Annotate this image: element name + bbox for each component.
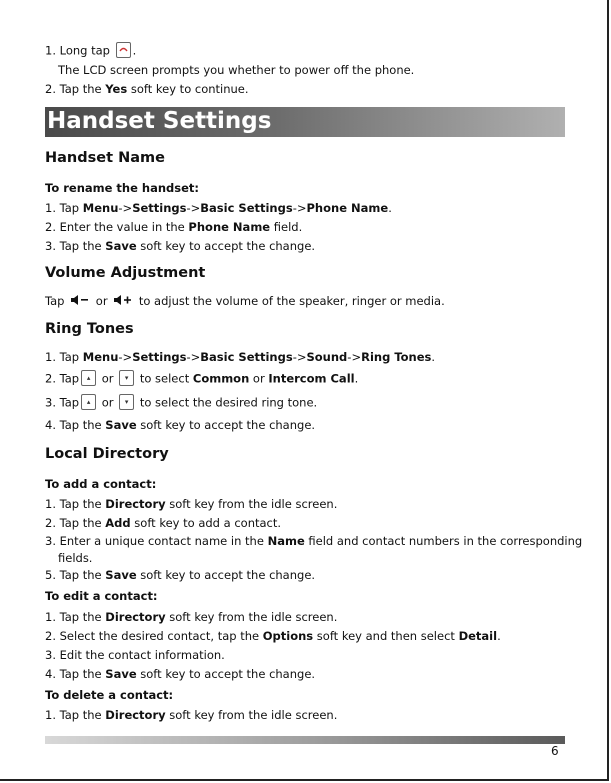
nav-down-key-icon: ▾ (119, 370, 134, 386)
step-text: 2. Tap the (45, 516, 106, 530)
menu-path: Sound (306, 350, 348, 364)
handset-name-heading: Handset Name (45, 150, 165, 166)
menu-path: Basic Settings (200, 201, 293, 215)
yes-softkey-label: Yes (105, 82, 128, 96)
directory-softkey-label: Directory (105, 708, 166, 722)
edit-contact-subheading: To edit a contact: (45, 589, 158, 603)
ring-step-1 (45, 350, 435, 364)
rename-step-1 (45, 201, 392, 215)
path-separator: -> (118, 201, 133, 215)
step-text: to select (136, 371, 193, 386)
path-separator: -> (186, 350, 201, 364)
rename-step-3 (45, 239, 315, 253)
path-separator: -> (186, 201, 201, 215)
option-name: Intercom Call (268, 371, 355, 386)
step-text: 1. Tap (45, 350, 83, 364)
step-text: field. (270, 220, 303, 234)
volume-heading: Volume Adjustment (45, 265, 206, 281)
volume-up-icon (114, 294, 132, 308)
step-text: soft key to accept the change. (136, 239, 316, 253)
options-softkey-label: Options (262, 629, 314, 643)
power-key-icon (116, 42, 131, 58)
step-text: soft key to accept the change. (136, 568, 316, 582)
step-text: to adjust the volume of the speaker, ringer or media. (135, 294, 445, 308)
delete-contact-subheading: To delete a contact: (45, 688, 174, 702)
directory-softkey-label: Directory (105, 610, 166, 624)
edit-step-3: 3. Edit the contact information. (45, 648, 225, 662)
step-text: soft key from the idle screen. (165, 708, 338, 722)
step-text: 1. Long tap (45, 43, 110, 58)
page-number: 6 (551, 744, 559, 758)
volume-down-icon (71, 294, 89, 308)
step-text: or (92, 294, 112, 308)
step-text: 5. Tap the (45, 568, 106, 582)
detail-option-label: Detail (458, 629, 498, 643)
step-text: 2. Select the desired contact, tap the (45, 629, 263, 643)
step-text: . (388, 201, 392, 215)
menu-path: Settings (132, 350, 187, 364)
ring-tones-heading: Ring Tones (45, 321, 134, 337)
step-text: to select the desired ring tone. (136, 395, 318, 410)
step-text: 1. Tap the (45, 497, 106, 511)
local-directory-heading: Local Directory (45, 446, 169, 462)
step-text: field and contact numbers in the corresponding (304, 534, 583, 548)
step-text: soft key to accept the change. (136, 418, 316, 432)
step-text: Tap (45, 294, 69, 308)
delete-step-1 (45, 708, 337, 722)
directory-softkey-label: Directory (105, 497, 166, 511)
step-text: 1. Tap (45, 201, 83, 215)
menu-path: Ring Tones (361, 350, 432, 364)
power-off-note: The LCD screen prompts you whether to power off the phone. (58, 63, 415, 77)
nav-down-key-icon: ▾ (119, 394, 134, 410)
menu-path: Menu (82, 350, 119, 364)
step-text: 2. Tap the (45, 82, 106, 96)
rename-step-2 (45, 220, 302, 234)
step-text: 3. Tap (45, 395, 80, 410)
step-text: soft key to add a contact. (130, 516, 282, 530)
add-step-5 (45, 568, 315, 582)
field-name: Name (267, 534, 305, 548)
step-text: 1. Tap the (45, 708, 106, 722)
step-text: 3. Tap the (45, 239, 106, 253)
menu-path: Settings (132, 201, 187, 215)
save-softkey-label: Save (105, 568, 137, 582)
step-text: 4. Tap the (45, 418, 106, 432)
step-text: soft key and then select (313, 629, 459, 643)
step-text: . (497, 629, 501, 643)
save-softkey-label: Save (105, 667, 137, 681)
path-separator: -> (118, 350, 133, 364)
step-text: 4. Tap the (45, 667, 106, 681)
step-text: soft key to accept the change. (136, 667, 316, 681)
field-name: Phone Name (188, 220, 271, 234)
step-text: 2. Tap (45, 371, 80, 386)
nav-up-key-icon: ▴ (81, 370, 96, 386)
step-text: 1. Tap the (45, 610, 106, 624)
ring-step-2 (45, 371, 358, 387)
ring-step-4 (45, 418, 315, 432)
menu-path: Basic Settings (200, 350, 293, 364)
save-softkey-label: Save (105, 418, 137, 432)
add-step-1 (45, 497, 337, 511)
step-text: or (98, 395, 118, 410)
step-text: 2. Enter the value in the (45, 220, 189, 234)
volume-instruction (45, 294, 445, 309)
edit-step-1 (45, 610, 337, 624)
step-text: soft key to continue. (127, 82, 249, 96)
path-separator: -> (347, 350, 362, 364)
path-separator: -> (292, 201, 307, 215)
add-step-3 (45, 534, 582, 548)
power-off-step-1 (45, 43, 136, 59)
step-text: . (354, 371, 359, 386)
add-step-2 (45, 516, 281, 530)
power-off-step-2 (45, 82, 249, 96)
path-separator: -> (292, 350, 307, 364)
section-title: Handset Settings (47, 108, 272, 134)
step-text: . (431, 350, 436, 364)
nav-up-key-icon: ▴ (81, 394, 96, 410)
step-text: soft key from the idle screen. (165, 497, 338, 511)
menu-path: Phone Name (306, 201, 389, 215)
save-softkey-label: Save (105, 239, 137, 253)
step-text: 3. Enter a unique contact name in the (45, 534, 268, 548)
step-text: . (132, 43, 137, 58)
option-name: Common (192, 371, 250, 386)
add-step-3-continued: fields. (58, 551, 93, 565)
rename-subheading: To rename the handset: (45, 181, 200, 195)
add-contact-subheading: To add a contact: (45, 477, 157, 491)
step-text: or (249, 371, 269, 386)
section-header-bar (45, 107, 565, 137)
footer-bar (45, 736, 565, 744)
step-text: or (98, 371, 118, 386)
edit-step-4 (45, 667, 315, 681)
step-text: soft key from the idle screen. (165, 610, 338, 624)
add-softkey-label: Add (105, 516, 131, 530)
edit-step-2 (45, 629, 501, 643)
menu-path: Menu (82, 201, 119, 215)
ring-step-3 (45, 395, 317, 411)
